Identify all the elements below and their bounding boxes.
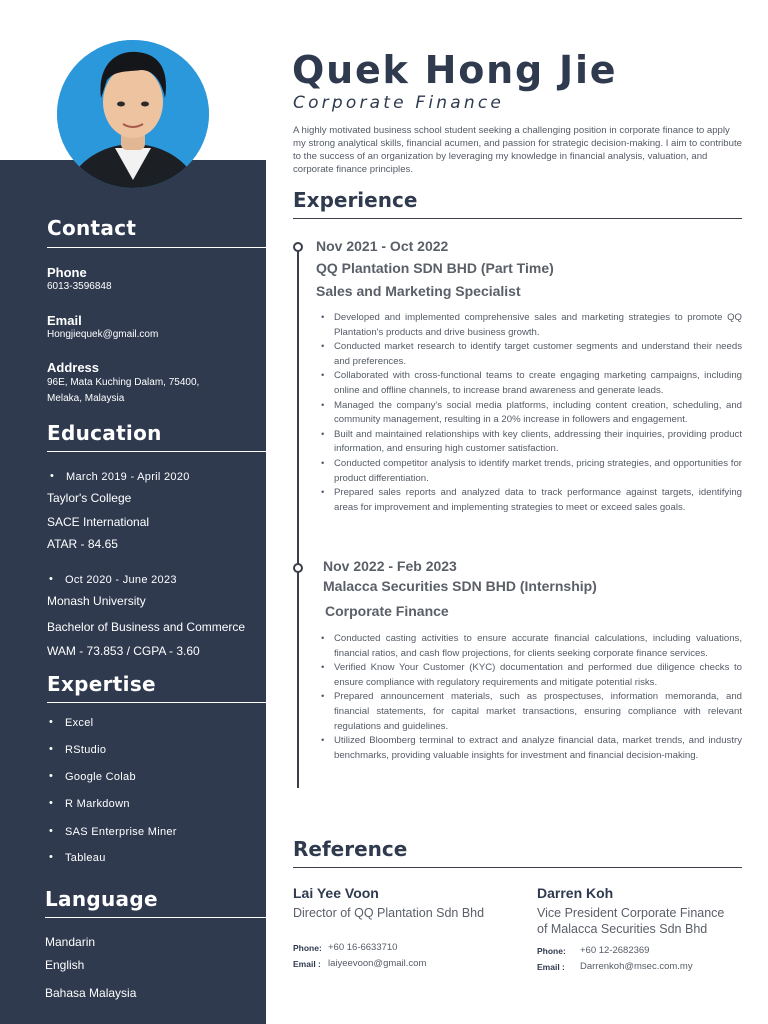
reference-email-label: Email :	[293, 959, 321, 969]
reference-role: Director of QQ Plantation Sdn Bhd	[293, 906, 485, 920]
reference-role: Vice President Corporate Finance	[537, 906, 725, 920]
job-bullet: • Collaborated with cross-functional teams to create engaging marketing campaigns, including online and offline channels, to increase brand awareness and generate leads.	[334, 369, 742, 398]
address-label: Address	[47, 360, 100, 375]
language-item: English	[45, 958, 85, 972]
job-date: Nov 2022 - Feb 2023	[323, 558, 457, 574]
address-line-1: 96E, Mata Kuching Dalam, 75400,	[47, 377, 200, 388]
job-company: Malacca Securities SDN BHD (Internship)	[323, 578, 597, 594]
job-title: Sales and Marketing Specialist	[316, 283, 521, 299]
reference-role-line-2: of Malacca Securities Sdn Bhd	[537, 922, 708, 936]
language-divider	[45, 917, 266, 918]
photo-eye-left	[117, 102, 125, 107]
reference-phone: +60 16-6633710	[328, 942, 398, 953]
job-bullet: • Conducted competitor analysis to identify market trends, pricing strategies, and opportunities for product differentiation.	[334, 457, 742, 486]
job-bullet: • Conducted casting activities to ensure accurate financial calculations, including valuations, financial ratios, and cash flow projections, for clients seeking corporate finance services.	[334, 632, 742, 661]
expertise-item: • Tableau	[65, 852, 106, 864]
timeline-dot	[293, 563, 303, 573]
experience-divider	[293, 218, 742, 219]
reference-phone-label: Phone:	[537, 946, 566, 956]
job-date: Nov 2021 - Oct 2022	[316, 238, 449, 254]
profile-portrait	[57, 40, 209, 188]
timeline-dot	[293, 242, 303, 252]
phone-value: 6013-3596848	[47, 281, 112, 292]
experience-heading: Experience	[293, 188, 418, 212]
candidate-role: Corporate Finance	[293, 93, 505, 113]
job-bullets	[334, 632, 742, 763]
job-bullet: • Prepared sales reports and analyzed data to track performance against targets, identifying areas for improvement and implementing strategies to meet or exceed sales goals.	[334, 486, 742, 515]
education-grade: WAM - 73.853 / CGPA - 3.60	[47, 644, 200, 658]
education-school: Monash University	[47, 594, 146, 608]
education-divider	[47, 451, 266, 452]
contact-heading: Contact	[47, 216, 137, 240]
reference-email-label: Email :	[537, 962, 565, 972]
reference-phone-label: Phone:	[293, 943, 322, 953]
sidebar	[0, 160, 266, 1024]
job-bullets	[334, 311, 742, 515]
photo-eye-right	[141, 102, 149, 107]
language-item: Bahasa Malaysia	[45, 986, 137, 1000]
reference-name: Darren Koh	[537, 885, 614, 901]
expertise-divider	[47, 702, 266, 703]
job-bullet: • Verified Know Your Customer (KYC) documentation and performed due diligence checks to ensure compliance with regulatory requirements and mitigate potential risks.	[334, 661, 742, 690]
reference-divider	[293, 867, 742, 868]
profile-summary: A highly motivated business school student seeking a challenging position in corporate finance to apply my strong analytical skills, financial acumen, and passion for strategic decision-making. I aim to contribute to the success of an organization by leveraging my knowledge in financial analysis, valuation, and corporate finance principles.	[293, 125, 742, 175]
contact-divider	[47, 247, 266, 248]
job-bullet: • Prepared announcement materials, such as prospectuses, information memoranda, and financial statements, for capital market transactions, ensuring compliance with relevant regulations and guidelines.	[334, 690, 742, 734]
education-heading: Education	[47, 421, 162, 445]
reference-email: laiyeevoon@gmail.com	[328, 958, 427, 969]
education-program: Bachelor of Business and Commerce	[47, 620, 246, 634]
candidate-name: Quek Hong Jie	[292, 48, 618, 92]
language-item: Mandarin	[45, 935, 96, 949]
job-bullet: • Built and maintained relationships with key clients, addressing their inquiries, providing product information, and ensuring high customer satisfaction.	[334, 428, 742, 457]
job-bullet: • Utilized Bloomberg terminal to extract and analyze financial data, market trends, and industry benchmarks, providing valuable insights for investment and financial decision-making.	[334, 734, 742, 763]
expertise-item: • RStudio	[65, 744, 106, 756]
expertise-heading: Expertise	[47, 672, 156, 696]
expertise-item: • Excel	[65, 717, 93, 729]
email-value: Hongjiequek@gmail.com	[47, 329, 159, 340]
job-bullet: • Managed the company's social media platforms, including content creation, scheduling, and community management, resulting in a 20% increase in followers and engagement.	[334, 399, 742, 428]
address-line-2: Melaka, Malaysia	[47, 393, 125, 404]
education-period: • March 2019 - April 2020	[66, 471, 190, 483]
phone-label: Phone	[47, 265, 87, 280]
email-label: Email	[47, 313, 82, 328]
expertise-item: • R Markdown	[65, 798, 130, 810]
job-bullet: • Developed and implemented comprehensive sales and marketing strategies to promote QQ Plantation's products and drive business growth.	[334, 311, 742, 340]
education-school: Taylor's College	[47, 491, 132, 505]
timeline-line	[297, 246, 299, 788]
reference-email: Darrenkoh@msec.com.my	[580, 961, 693, 972]
reference-name: Lai Yee Voon	[293, 885, 379, 901]
profile-photo	[57, 40, 209, 188]
education-program: SACE International	[47, 515, 150, 529]
language-heading: Language	[45, 887, 158, 911]
reference-heading: Reference	[293, 837, 408, 861]
job-company: QQ Plantation SDN BHD (Part Time)	[316, 260, 554, 276]
reference-phone: +60 12-2682369	[580, 945, 650, 956]
education-period: • Oct 2020 - June 2023	[65, 574, 177, 586]
expertise-item: • Google Colab	[65, 771, 136, 783]
job-title: Corporate Finance	[325, 603, 449, 619]
education-grade: ATAR - 84.65	[47, 537, 118, 551]
job-bullet: • Conducted market research to identify target customer segments and understand their needs and preferences.	[334, 340, 742, 369]
expertise-item: • SAS Enterprise Miner	[65, 826, 177, 838]
